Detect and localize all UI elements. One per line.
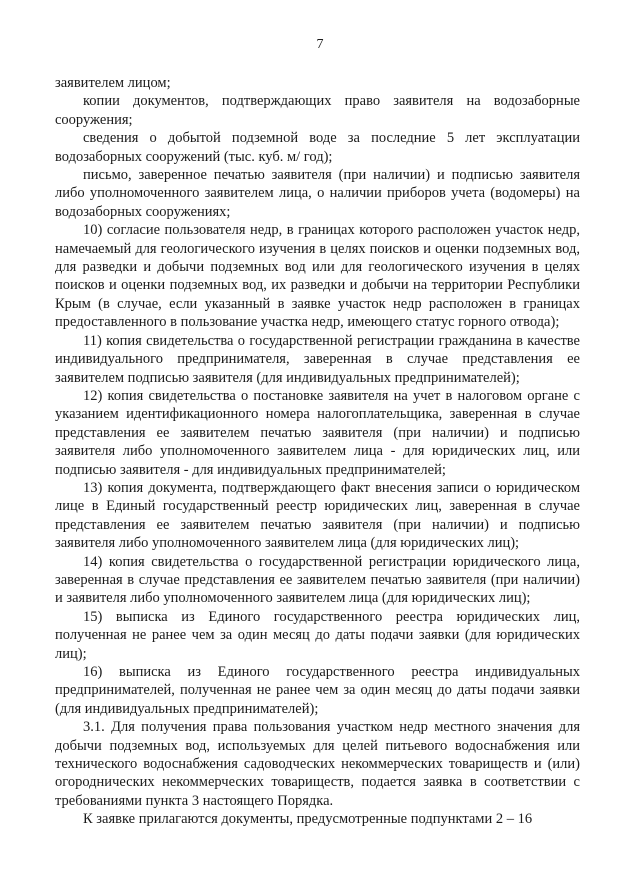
paragraph: сведения о добытой подземной воде за последние 5 лет эксплуатации водозаборных сооружений (тыс. куб. м/ год); <box>55 130 580 165</box>
paragraph: К заявке прилагаются документы, предусмотренные подпунктами 2 – 16 <box>83 811 533 828</box>
paragraph: копии документов, подтверждающих право заявителя на водозаборные сооружения; <box>55 93 580 128</box>
paragraph: 11) копия свидетельства о государственной регистрации гражданина в качестве индивидуального предпринимателя, заверенная в случае представления ее заявителем подписью заявителя (для индивидуальных предпринимателей); <box>55 332 580 386</box>
page-number: 7 <box>316 37 324 52</box>
paragraph: 3.1. Для получения права пользования участком недр местного значения для добычи подземных вод, используемых для целей питьевого водоснабжения или технического водоснабжения садоводческих некоммерческих товариществ и (или) огороднических некоммерческих товариществ, подается заявка в соответствии с требованиями пункта 3 настоящего Порядка. <box>55 719 580 809</box>
paragraph: 14) копия свидетельства о государственной регистрации юридического лица, заверенная в случае представления ее заявителем печатью заявителя (при наличии) и заявителя либо уполномоченного заявителем лица (для юридических лиц); <box>55 553 580 607</box>
paragraph: письмо, заверенное печатью заявителя (при наличии) и подписью заявителя либо уполномоченного заявителем лица, о наличии приборов учета (водомеры) на водозаборных сооружениях; <box>55 167 580 220</box>
paragraph: 12) копия свидетельства о постановке заявителя на учет в налоговом органе с указанием идентификационного номера налогоплательщика, заверенная в случае представления ее заявителем печатью заявителя (при наличии) и подписью заявителя либо уполномоченного заявителем лица - для юридических лиц, или подписью заявителя - для индивидуальных предпринимателей; <box>55 387 580 478</box>
paragraph: заявителем лицом; <box>55 75 171 91</box>
paragraph: 13) копия документа, подтверждающего факт внесения записи о юридическом лице в Единый государственный реестр юридических лиц, заверенная в случае представления ее заявителем печатью заявителя (при наличии) и подписью заявителя либо уполномоченного заявителем лица (для юридических лиц); <box>55 479 580 552</box>
paragraph: 15) выписка из Единого государственного реестра юридических лиц, полученная не ранее чем за один месяц до даты подачи заявки (для юридических лиц); <box>55 608 580 662</box>
paragraph: 16) выписка из Единого государственного реестра индивидуальных предпринимателей, полученная не ранее чем за один месяц до даты подачи заявки (для индивидуальных предпринимателей); <box>55 664 580 717</box>
paragraph: 10) согласие пользователя недр, в границах которого расположен участок недр, намечаемый для геологического изучения в целях поисков и оценки подземных вод, для разведки и добычи подземных вод или для геологического изучения в целях поисков и оценки подземных вод, их разведки и добычи на территории Республики Крым (в случае, если указанный в заявке участок недр расположен в границах предоставленного в пользование участка недр, имеющего статус горного отвода); <box>55 222 580 331</box>
document-body <box>55 74 580 829</box>
